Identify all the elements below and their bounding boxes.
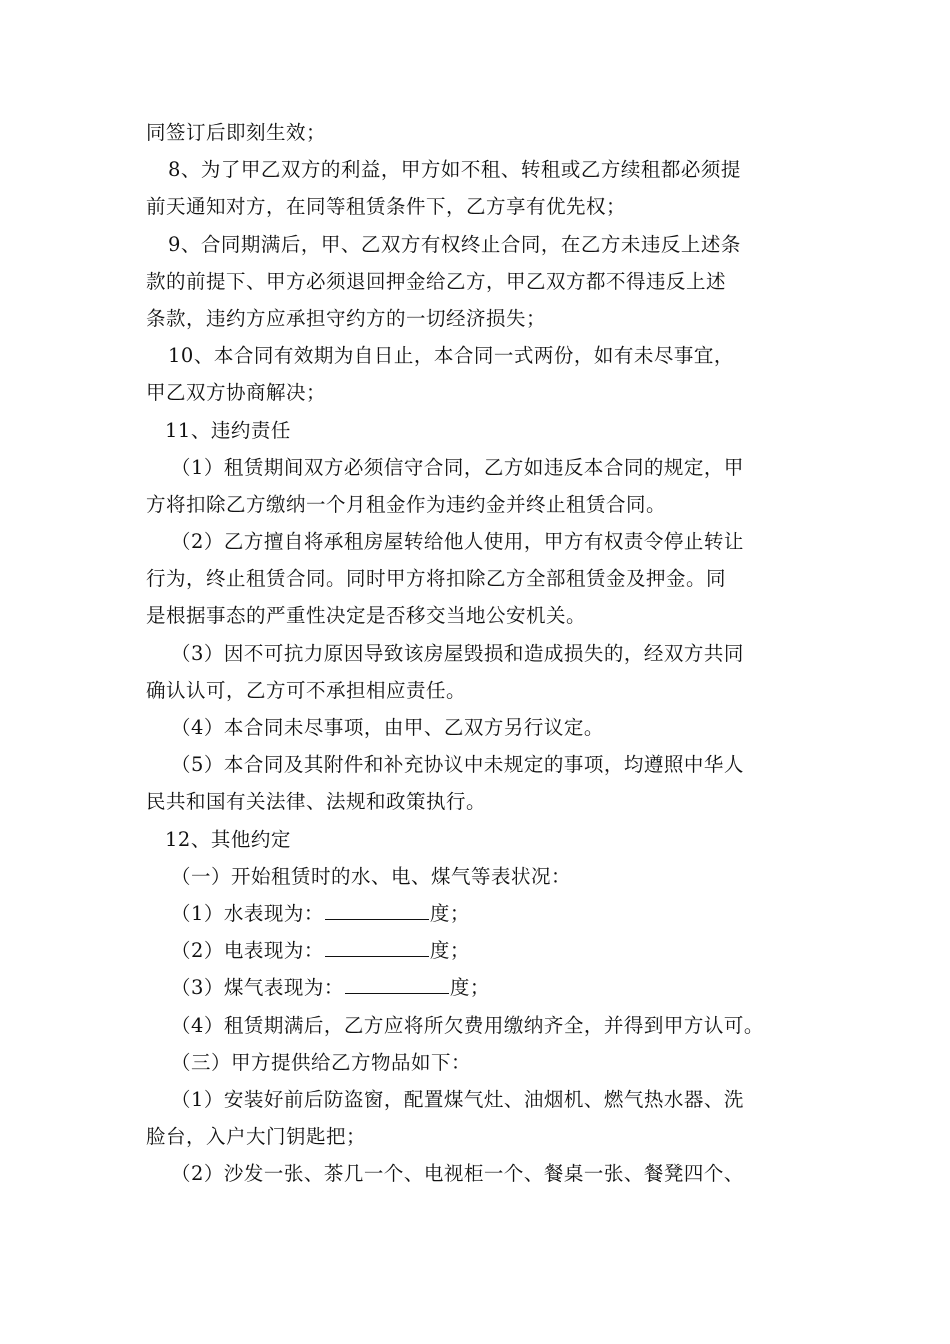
- meter-label: （2）电表现为：: [171, 939, 324, 963]
- sub-heading: （一）开始租赁时的水、电、煤气等表状况：: [171, 864, 572, 888]
- text-line: 行为，终止租赁合同。同时甲方将扣除乙方全部租赁金及押金。同: [146, 567, 727, 591]
- meter-line-water: [146, 895, 811, 932]
- text-line: 是根据事态的严重性决定是否移交当地公安机关。: [146, 604, 587, 628]
- clause-11-heading: 11、违约责任: [165, 418, 291, 442]
- sub-clause: （4）租赁期满后，乙方应将所欠费用缴纳齐全，并得到甲方认可。: [171, 1013, 764, 1037]
- clause-12-heading: 12、其他约定: [165, 827, 291, 851]
- fill-in-blank[interactable]: [325, 938, 429, 957]
- meter-unit: 度；: [429, 939, 470, 963]
- fill-in-blank[interactable]: [325, 901, 429, 920]
- text-line: 同签订后即刻生效；: [146, 121, 327, 144]
- sub-clause: （2）乙方擅自将承租房屋转给他人使用，甲方有权责令停止转让: [171, 530, 744, 554]
- document-body: [146, 114, 811, 1192]
- clause-9: 9、合同期满后，甲、乙双方有权终止合同，在乙方未违反上述条: [168, 232, 741, 256]
- text-line: 条款，违约方应承担守约方的一切经济损失；: [146, 306, 547, 330]
- meter-line-gas: [146, 969, 811, 1006]
- sub-clause: （2）沙发一张、茶几一个、电视柜一个、餐桌一张、餐凳四个、: [171, 1162, 744, 1186]
- clause-10: 10、本合同有效期为自日止，本合同一式两份，如有未尽事宜，: [168, 344, 734, 368]
- sub-heading: （三）甲方提供给乙方物品如下：: [171, 1050, 472, 1074]
- text-line: 甲乙双方协商解决；: [146, 381, 327, 405]
- text-line: 脸台，入户大门钥匙把；: [146, 1125, 367, 1149]
- meter-label: （3）煤气表现为：: [171, 976, 344, 1000]
- text-line: 前天通知对方，在同等租赁条件下，乙方享有优先权；: [146, 195, 627, 219]
- fill-in-blank[interactable]: [345, 975, 449, 994]
- clause-8: 8、为了甲乙双方的利益，甲方如不租、转租或乙方续租都必须提: [168, 158, 741, 182]
- meter-unit: 度；: [429, 901, 470, 925]
- text-line: 确认认可，乙方可不承担相应责任。: [146, 678, 467, 702]
- sub-clause: （3）因不可抗力原因导致该房屋毁损和造成损失的，经双方共同: [171, 641, 744, 665]
- meter-line-electric: [146, 932, 811, 969]
- sub-clause: （1）安装好前后防盗窗，配置煤气灶、油烟机、燃气热水器、洗: [171, 1087, 744, 1111]
- meter-label: （1）水表现为：: [171, 901, 324, 925]
- text-line: 方将扣除乙方缴纳一个月租金作为违约金并终止租赁合同。: [146, 492, 667, 516]
- sub-clause: （5）本合同及其附件和补充协议中未规定的事项，均遵照中华人: [171, 753, 744, 777]
- meter-unit: 度；: [449, 976, 490, 1000]
- sub-clause: （4）本合同未尽事项，由甲、乙双方另行议定。: [171, 716, 604, 739]
- text-line: 款的前提下、甲方必须退回押金给乙方，甲乙双方都不得违反上述: [146, 269, 727, 293]
- text-line: 民共和国有关法律、法规和政策执行。: [146, 790, 487, 814]
- sub-clause: （1）租赁期间双方必须信守合同，乙方如违反本合同的规定，甲: [171, 455, 744, 479]
